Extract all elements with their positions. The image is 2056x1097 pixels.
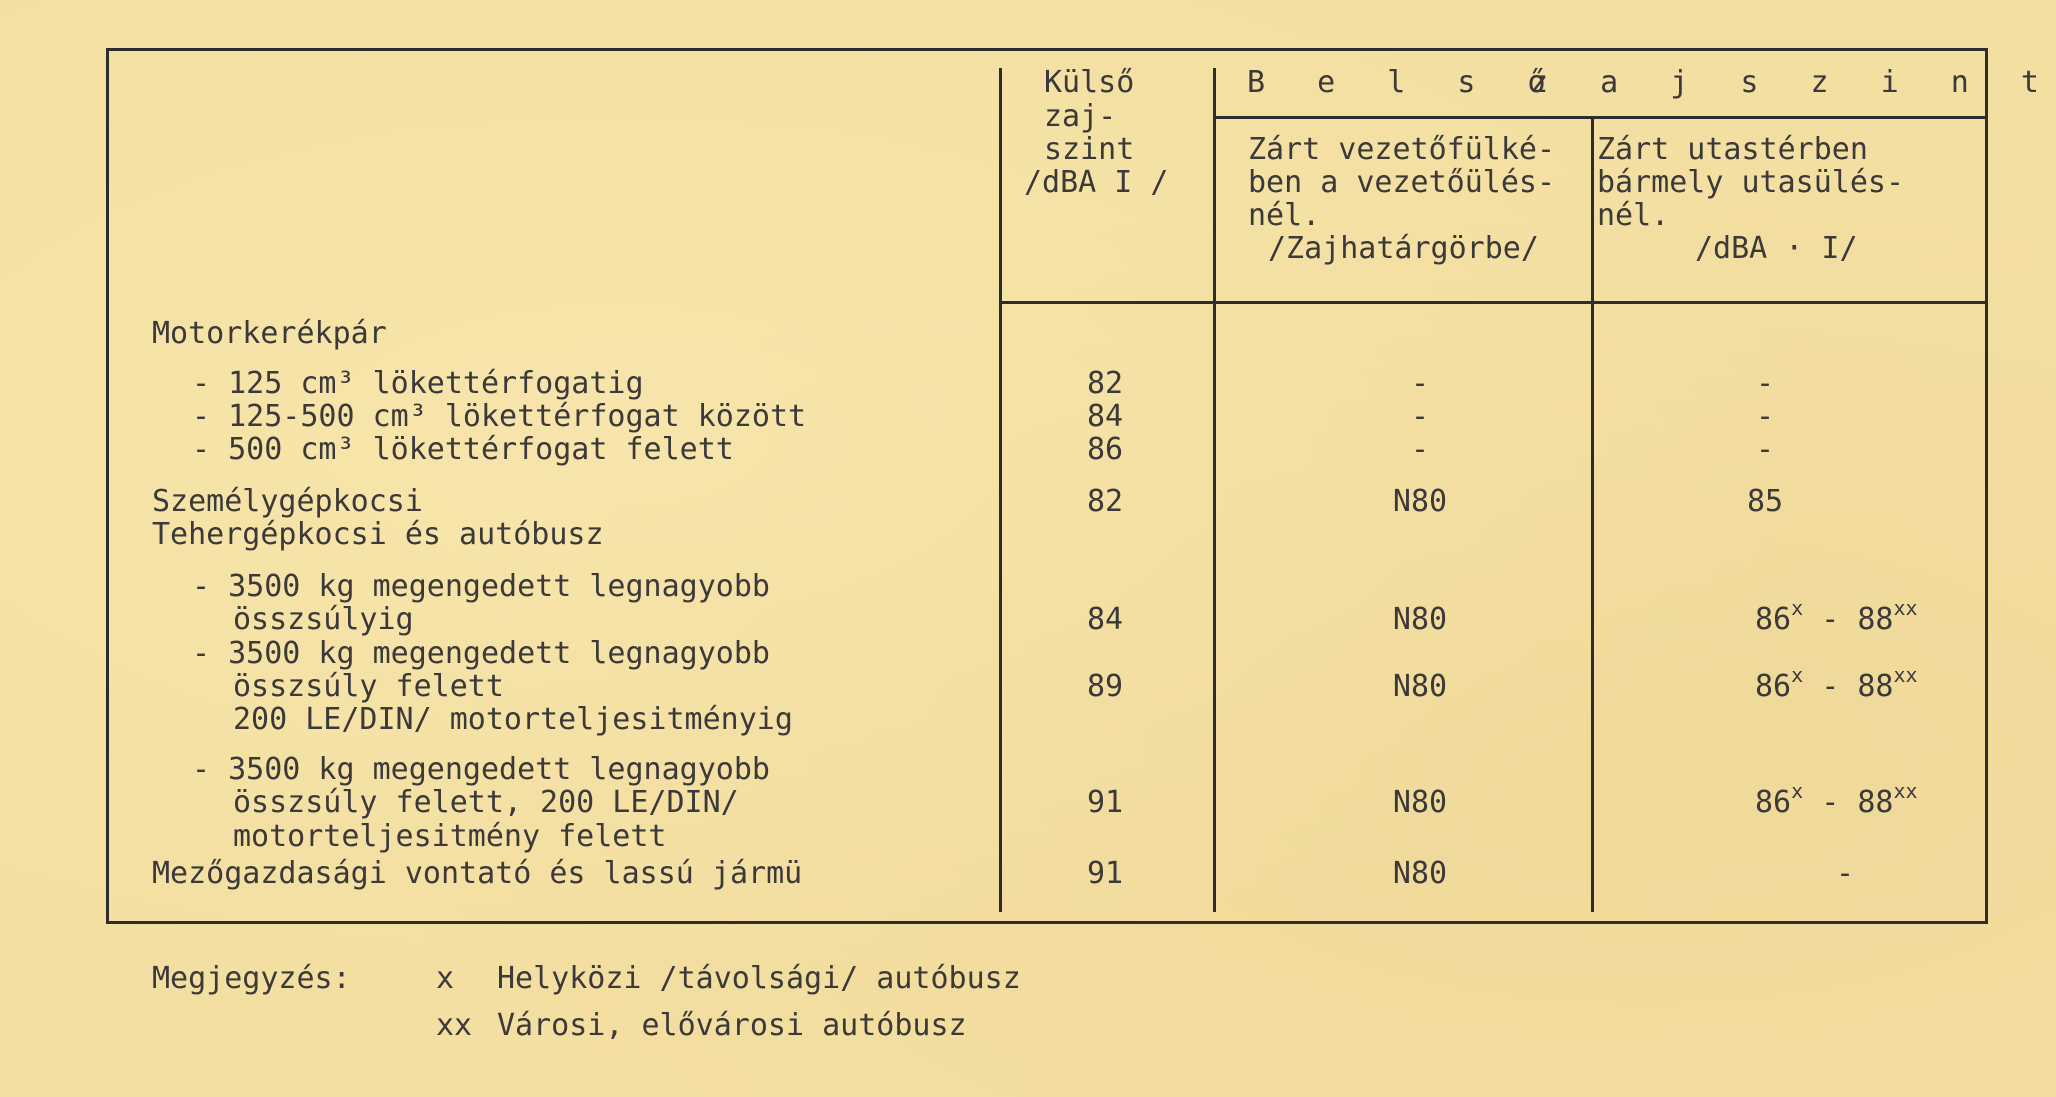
- cab-value-truck3: N80: [1392, 785, 1448, 820]
- pass-value-truck2-sep: -: [1803, 669, 1858, 704]
- row-label-moto2: - 125-500 cm³ lökettérfogat között: [192, 399, 807, 434]
- pass-value-truck1-b-sup: xx: [1893, 596, 1918, 620]
- ext-value-moto3: 86: [1086, 432, 1124, 467]
- header-cab-line2: ben a vezetőülés-: [1248, 165, 1556, 200]
- cab-value-agri: N80: [1392, 856, 1448, 891]
- row-label-truck3-line2: összsúly felett, 200 LE/DIN/: [233, 785, 739, 820]
- row-label-truck3-line1: - 3500 kg megengedett legnagyobb: [192, 752, 770, 787]
- table-bottom-border: [106, 921, 1988, 924]
- pass-value-truck3-a: 86: [1755, 785, 1792, 820]
- note2-mark: xx: [436, 1008, 473, 1043]
- pass-value-moto1: -: [1755, 366, 1775, 401]
- notes-label: Megjegyzés:: [152, 961, 351, 996]
- cab-value-moto3: -: [1410, 432, 1430, 467]
- note1-mark: x: [436, 961, 455, 996]
- pass-value-agri: -: [1835, 856, 1855, 891]
- header-passenger-line3: nél.: [1597, 198, 1670, 233]
- header-external-line4: /dBA I /: [1024, 165, 1169, 200]
- header-passenger-line2: bármely utasülés-: [1597, 165, 1905, 200]
- table-top-border: [106, 48, 1988, 51]
- pass-value-truck2-a-sup: x: [1791, 663, 1804, 687]
- header-external-line1: Külső: [1044, 65, 1135, 100]
- header-internal-title-left: B e l s ő: [1247, 65, 1563, 100]
- ext-value-moto1: 82: [1086, 366, 1124, 401]
- row-label-moto-title: Motorkerékpár: [152, 316, 387, 351]
- pass-value-truck2-b-sup: xx: [1893, 663, 1918, 687]
- pass-value-car: 85: [1746, 484, 1784, 519]
- row-label-moto3: - 500 cm³ lökettérfogat felett: [192, 432, 734, 467]
- header-cab-line4: /Zajhatárgörbe/: [1268, 231, 1539, 266]
- pass-value-truck1-a-sup: x: [1791, 596, 1804, 620]
- cab-value-truck2: N80: [1392, 669, 1448, 704]
- row-label-truck2-line1: - 3500 kg megengedett legnagyobb: [192, 636, 770, 671]
- ext-value-truck1: 84: [1086, 602, 1124, 637]
- pass-value-truck3-b: 88: [1857, 785, 1894, 820]
- header-external-line3: szint: [1044, 132, 1135, 167]
- cab-value-car: N80: [1392, 484, 1448, 519]
- pass-value-truck3-a-sup: x: [1791, 779, 1804, 803]
- pass-value-truck2-b: 88: [1857, 669, 1894, 704]
- note2-text: Városi, elővárosi autóbusz: [497, 1008, 967, 1043]
- header-subdivider: [1213, 116, 1985, 119]
- header-internal-title-right: z a j s z i n t: [1530, 65, 2056, 100]
- ext-value-truck2: 89: [1086, 669, 1124, 704]
- row-label-truck3-line3: motorteljesitmény felett: [233, 819, 667, 854]
- row-label-moto1: - 125 cm³ lökettérfogatig: [192, 366, 644, 401]
- pass-value-truck2: [1755, 663, 1918, 706]
- ext-value-moto2: 84: [1086, 399, 1124, 434]
- ext-value-truck3: 91: [1086, 785, 1124, 820]
- row-label-agri: Mezőgazdasági vontató és lassú jármü: [152, 856, 803, 891]
- pass-value-truck3-sep: -: [1803, 785, 1858, 820]
- row-label-truck2-line2: összsúly felett: [233, 669, 504, 704]
- table-left-border: [106, 48, 109, 924]
- ext-value-car: 82: [1086, 484, 1124, 519]
- pass-value-truck1-a: 86: [1755, 602, 1792, 637]
- row-label-truck1-line1: - 3500 kg megengedett legnagyobb: [192, 569, 770, 604]
- pass-value-truck3-b-sup: xx: [1893, 779, 1918, 803]
- column-divider-internal: [1213, 68, 1216, 912]
- header-cab-line1: Zárt vezetőfülké-: [1248, 132, 1556, 167]
- pass-value-truck2-a: 86: [1755, 669, 1792, 704]
- column-divider-passenger: [1591, 118, 1594, 912]
- pass-value-moto3: -: [1755, 432, 1775, 467]
- cab-value-truck1: N80: [1392, 602, 1448, 637]
- ext-value-agri: 91: [1086, 856, 1124, 891]
- pass-value-truck1-sep: -: [1803, 602, 1858, 637]
- cab-value-moto1: -: [1410, 366, 1430, 401]
- pass-value-truck1: [1755, 596, 1918, 639]
- row-label-truck1-line2: összsúlyig: [233, 602, 414, 637]
- header-cab-line3: nél.: [1248, 198, 1321, 233]
- header-bottom-rule: [999, 301, 1985, 304]
- header-external-line2: zaj-: [1044, 99, 1117, 134]
- pass-value-truck3: [1755, 779, 1918, 822]
- table-right-border: [1985, 48, 1988, 924]
- row-label-car: Személygépkocsi: [152, 484, 423, 519]
- pass-value-moto2: -: [1755, 399, 1775, 434]
- header-passenger-line4: /dBA · I/: [1695, 231, 1858, 266]
- row-label-truck2-line3: 200 LE/DIN/ motorteljesitményig: [233, 702, 793, 737]
- cab-value-moto2: -: [1410, 399, 1430, 434]
- note1-text: Helyközi /távolsági/ autóbusz: [497, 961, 1021, 996]
- header-passenger-line1: Zárt utastérben: [1597, 132, 1868, 167]
- row-label-truck-title: Tehergépkocsi és autóbusz: [152, 517, 604, 552]
- column-divider-external: [999, 68, 1002, 912]
- pass-value-truck1-b: 88: [1857, 602, 1894, 637]
